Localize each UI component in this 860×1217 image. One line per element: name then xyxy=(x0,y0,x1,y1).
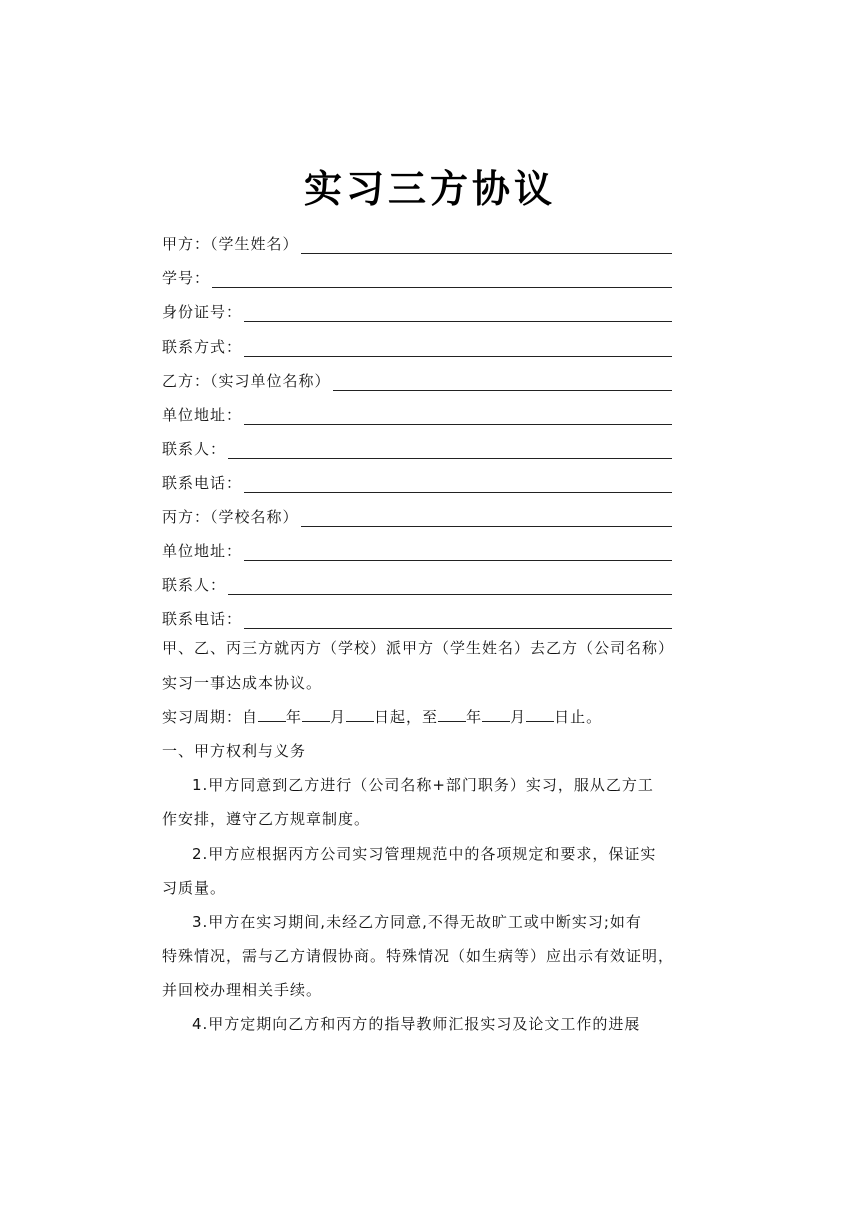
item-1-line-2: 作安排，遵守乙方规章制度。 xyxy=(162,810,371,828)
party-c-phone-field[interactable] xyxy=(162,605,672,629)
party-b-contact-person-field[interactable] xyxy=(162,435,672,459)
fill-line[interactable] xyxy=(244,610,672,629)
field-label: 单位地址： xyxy=(162,406,243,424)
field-label: 联系方式： xyxy=(162,338,243,356)
item-3-line-1: 3.甲方在实习期间,未经乙方同意,不得无故旷工或中断实习;如有 xyxy=(192,913,642,931)
party-b-name-field[interactable] xyxy=(162,367,672,391)
party-c-address-field[interactable] xyxy=(162,537,672,561)
start-day-blank[interactable] xyxy=(346,705,374,722)
item-1-line-1: 1.甲方同意到乙方进行（公司名称+部门职务）实习，服从乙方工 xyxy=(192,776,654,794)
item-3-line-2: 特殊情况，需与乙方请假协商。特殊情况（如生病等）应出示有效证明， xyxy=(162,947,675,965)
fill-line[interactable] xyxy=(333,372,672,391)
period-year-2: 年 xyxy=(466,708,483,726)
document-title: 实习三方协议 xyxy=(303,166,556,211)
end-year-blank[interactable] xyxy=(438,705,466,722)
end-day-blank[interactable] xyxy=(526,705,554,722)
fill-line[interactable] xyxy=(228,440,672,459)
fill-line[interactable] xyxy=(244,474,672,493)
field-label: 身份证号： xyxy=(162,303,243,321)
intro-line-1: 甲、乙、丙三方就丙方（学校）派甲方（学生姓名）去乙方（公司名称） xyxy=(162,639,675,657)
item-2-line-1: 2.甲方应根据丙方公司实习管理规范中的各项规定和要求，保证实 xyxy=(192,845,657,863)
period-day-2: 日止。 xyxy=(554,708,603,726)
fill-line[interactable] xyxy=(244,542,672,561)
fill-line[interactable] xyxy=(301,235,672,254)
field-label: 学号： xyxy=(162,269,211,287)
item-2-line-2: 习质量。 xyxy=(162,879,227,897)
fill-line[interactable] xyxy=(244,338,672,357)
party-c-name-field[interactable] xyxy=(162,503,672,527)
start-year-blank[interactable] xyxy=(258,705,286,722)
field-label: 丙方：（学校名称） xyxy=(162,508,299,526)
field-label: 单位地址： xyxy=(162,542,243,560)
intro-line-2: 实习一事达成本协议。 xyxy=(162,674,323,692)
fill-line[interactable] xyxy=(228,576,672,595)
id-number-field[interactable] xyxy=(162,298,672,322)
period-label: 实习周期：自 xyxy=(162,708,259,726)
party-a-name-field[interactable] xyxy=(162,230,672,254)
start-month-blank[interactable] xyxy=(302,705,330,722)
student-id-field[interactable] xyxy=(162,264,672,288)
fill-line[interactable] xyxy=(244,406,672,425)
contact-field[interactable] xyxy=(162,333,672,357)
field-label: 联系电话： xyxy=(162,610,243,628)
period-month-2: 月 xyxy=(510,708,527,726)
field-label: 联系电话： xyxy=(162,474,243,492)
fill-line[interactable] xyxy=(212,269,672,288)
field-label: 甲方：（学生姓名） xyxy=(162,235,299,253)
section-heading: 一、甲方权利与义务 xyxy=(162,742,307,760)
period-year-1: 年 xyxy=(286,708,303,726)
item-3-line-3: 并回校办理相关手续。 xyxy=(162,981,323,999)
fill-line[interactable] xyxy=(244,303,672,322)
fill-line[interactable] xyxy=(301,508,672,527)
party-b-address-field[interactable] xyxy=(162,401,672,425)
period-day-1: 日起，至 xyxy=(374,708,439,726)
end-month-blank[interactable] xyxy=(482,705,510,722)
field-label: 乙方：（实习单位名称） xyxy=(162,372,331,390)
period-month-1: 月 xyxy=(330,708,347,726)
field-label: 联系人： xyxy=(162,576,227,594)
internship-period xyxy=(162,705,602,729)
party-b-phone-field[interactable] xyxy=(162,469,672,493)
party-c-contact-person-field[interactable] xyxy=(162,571,672,595)
field-label: 联系人： xyxy=(162,440,227,458)
item-4-line-1: 4.甲方定期向乙方和丙方的指导教师汇报实习及论文工作的进展 xyxy=(192,1015,641,1033)
